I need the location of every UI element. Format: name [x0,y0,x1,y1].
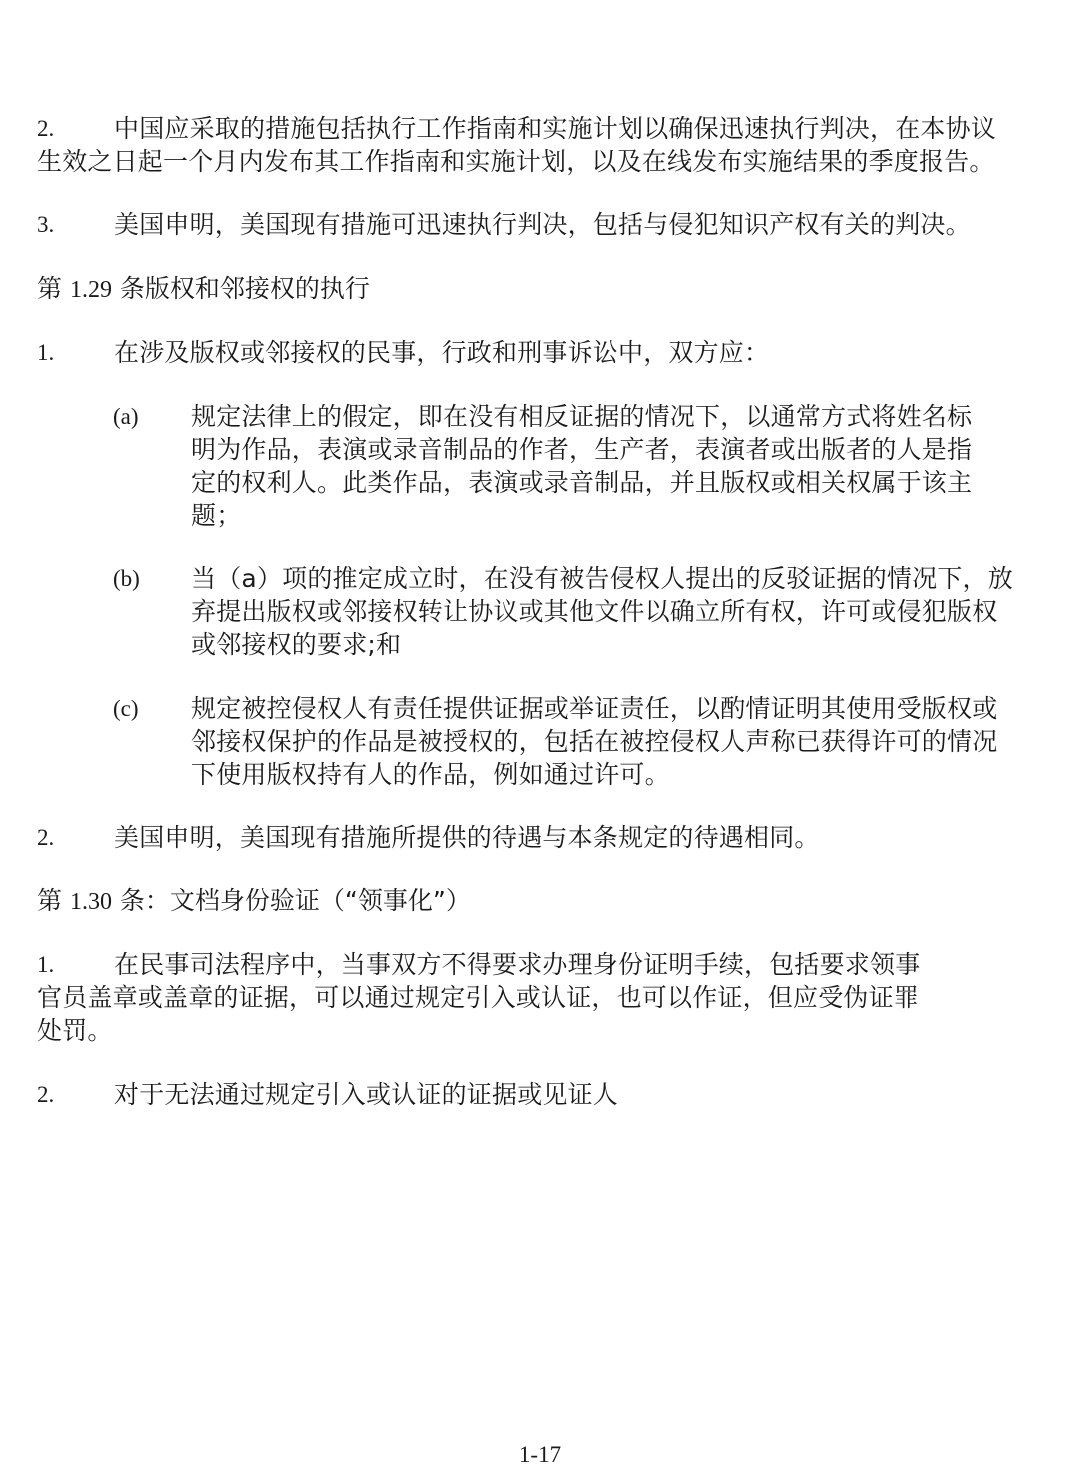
list-item-text-line: 邻接权保护的作品是被授权的，包括在被控侵权人声称已获得许可的情况 [191,727,998,756]
list-item-label: (b) [113,566,140,591]
paragraph-text-line: 生效之日起一个月内发布其工作指南和实施计划，以及在线发布实施结果的季度报告。 [37,147,995,176]
paragraph-text-line: 对于无法通过规定引入或认证的证据或见证人 [114,1080,619,1109]
article-heading-number: 1.30 [69,889,112,915]
article-heading-title: 条：文档身份验证（“领事化”） [119,886,471,915]
paragraph-text-line: 美国申明，美国现有措施可迅速执行判决，包括与侵犯知识产权有关的判决。 [114,210,971,239]
paragraph-text-line: 中国应采取的措施包括执行工作指南和实施计划以确保迅速执行判决，在本协议 [114,114,997,143]
list-item-text-line: 明为作品，表演或录音制品的作者，生产者，表演者或出版者的人是指 [191,435,973,464]
list-item-text-line: 当（a）项的推定成立时，在没有被告侵权人提出的反驳证据的情况下，放 [191,564,1013,593]
article-heading-prefix: 第 [37,886,63,915]
paragraph-text-line: 美国申明，美国现有措施所提供的待遇与本条规定的待遇相同。 [114,823,820,852]
article-heading-number: 1.29 [69,277,112,303]
list-item-text-line: 或邻接权的要求;和 [191,630,402,659]
article-heading-title: 条版权和邻接权的执行 [119,274,370,303]
list-item-text-line: 下使用版权持有人的作品，例如通过许可。 [191,760,670,789]
list-item-label: (a) [113,404,139,429]
list-item-text-line: 题； [191,501,242,530]
list-item-text-line: 规定法律上的假定，即在没有相反证据的情况下，以通常方式将姓名标 [191,402,973,431]
page-number: 1-17 [518,1442,562,1467]
article-heading [37,272,370,307]
list-item-label: (c) [113,696,139,721]
paragraph-number: 2. [37,1082,55,1107]
paragraph-text-line: 官员盖章或盖章的证据，可以通过规定引入或认证，也可以作证，但应受伪证罪 [37,983,920,1012]
paragraph-number: 2. [37,116,55,141]
paragraph-number: 1. [37,952,55,977]
list-item-text-line: 规定被控侵权人有责任提供证据或举证责任，以酌情证明其使用受版权或 [191,694,998,723]
paragraph-text-line: 处罚。 [37,1016,113,1045]
list-item-text-line: 定的权利人。此类作品，表演或录音制品，并且版权或相关权属于该主 [191,468,973,497]
paragraph-text-line: 在民事司法程序中，当事双方不得要求办理身份证明手续，包括要求领事 [114,950,921,979]
paragraph-number: 2. [37,825,55,850]
paragraph-text-line: 在涉及版权或邻接权的民事，行政和刑事诉讼中，双方应： [114,338,770,367]
article-heading-prefix: 第 [37,274,63,303]
paragraph-number: 3. [37,212,55,237]
article-heading [37,884,471,919]
list-item-text-line: 弃提出版权或邻接权转让协议或其他文件以确立所有权，许可或侵犯版权 [191,597,998,626]
paragraph-number: 1. [37,340,55,365]
